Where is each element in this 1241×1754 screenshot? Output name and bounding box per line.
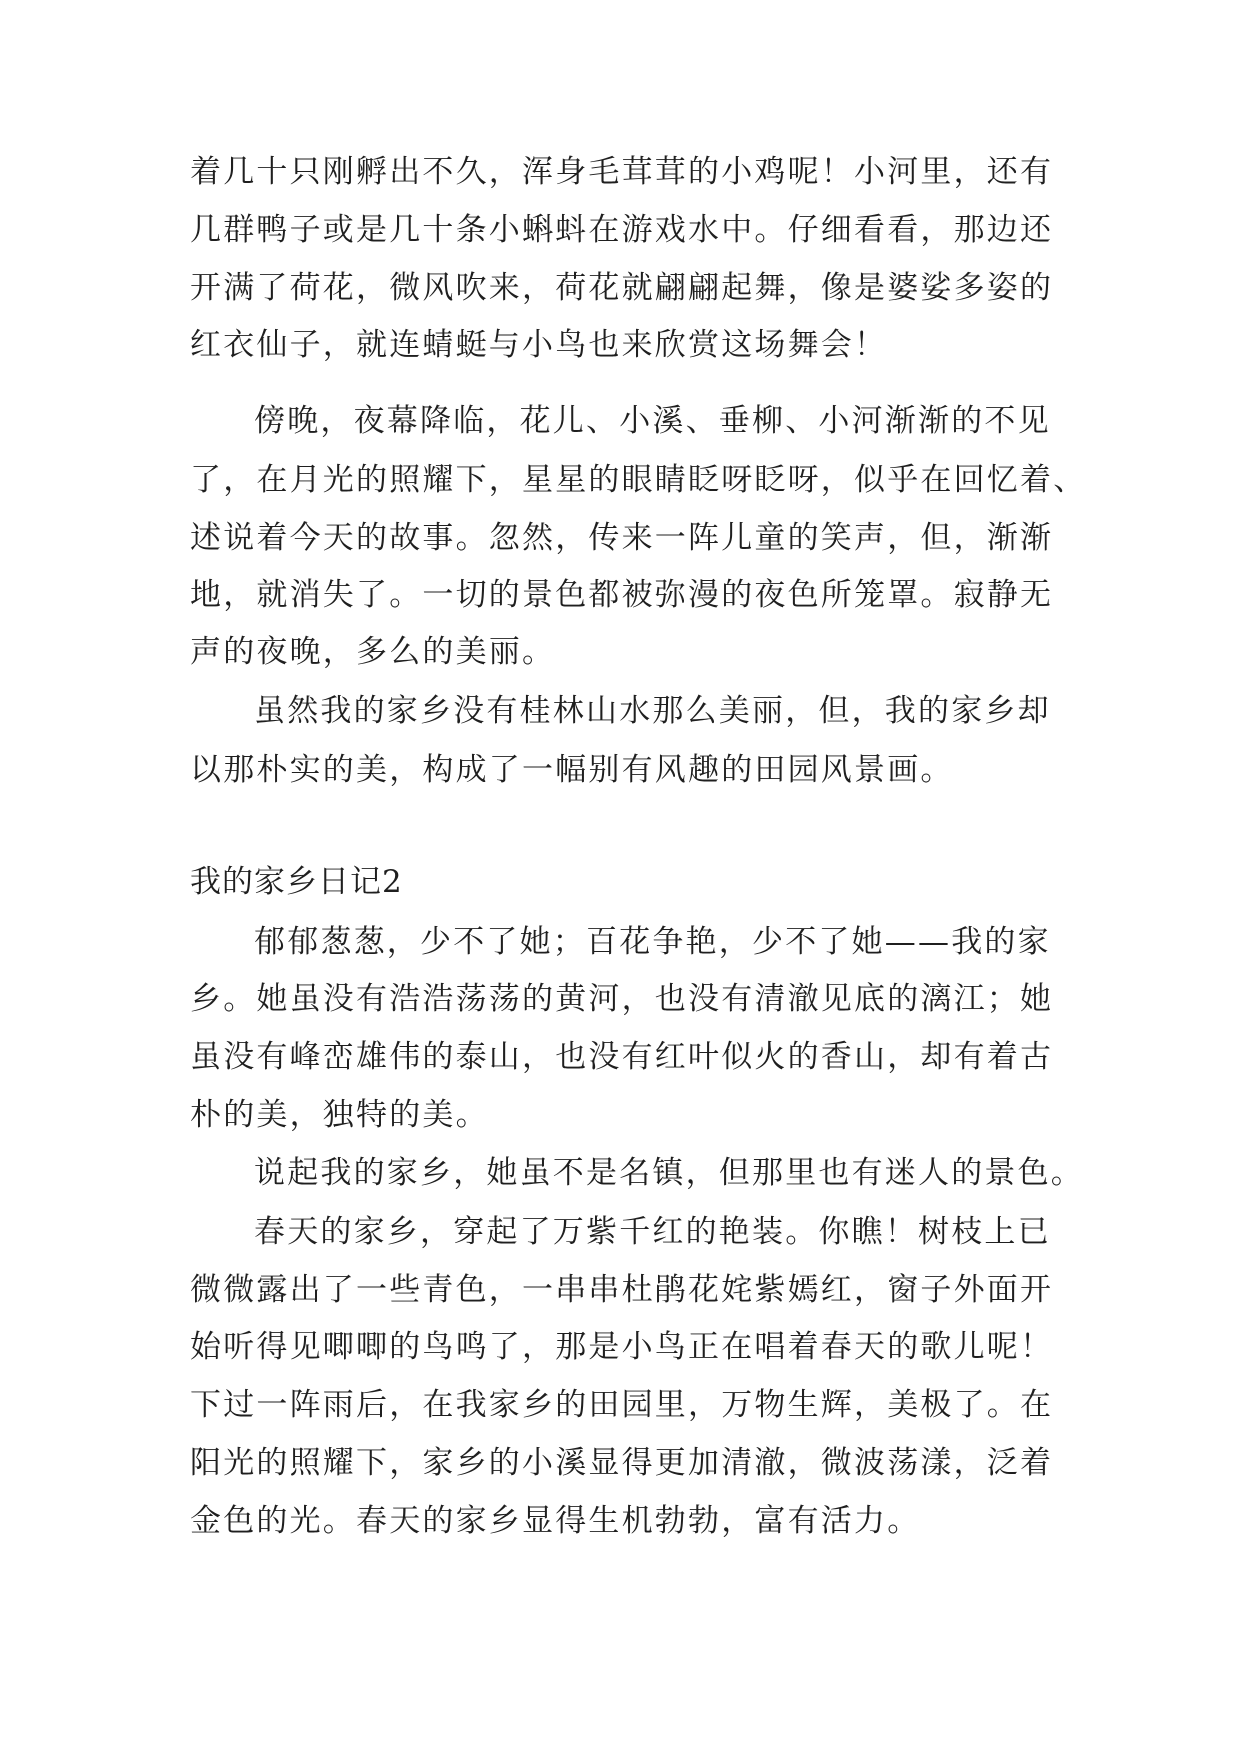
paragraph-line: 微微露出了一些青色，一串串杜鹃花姹紫嫣红，窗子外面开 (190, 1272, 1054, 1308)
paragraph-line: 开满了荷花，微风吹来，荷花就翩翩起舞，像是婆娑多姿的 (190, 270, 1054, 306)
paragraph-line: 声的夜晚，多么的美丽。 (190, 634, 556, 670)
paragraph-line: 几群鸭子或是几十条小蝌蚪在游戏水中。仔细看看，那边还 (190, 212, 1054, 248)
paragraph-line: 着几十只刚孵出不久，浑身毛茸茸的小鸡呢！小河里，还有 (190, 154, 1054, 190)
paragraph-line: 郁郁葱葱，少不了她；百花争艳，少不了她——我的家 (254, 924, 1051, 960)
paragraph-line: 金色的光。春天的家乡显得生机勃勃，富有活力。 (190, 1503, 921, 1539)
paragraph-line: 了，在月光的照耀下，星星的眼睛眨呀眨呀，似乎在回忆着、 (190, 462, 1087, 498)
paragraph-line: 始听得见唧唧的鸟鸣了，那是小鸟正在唱着春天的歌儿呢！ (190, 1329, 1054, 1365)
paragraph-line: 朴的美，独特的美。 (190, 1097, 489, 1133)
paragraph-line: 下过一阵雨后，在我家乡的田园里，万物生辉，美极了。在 (190, 1387, 1054, 1423)
paragraph-line: 虽然我的家乡没有桂林山水那么美丽，但，我的家乡却 (254, 693, 1051, 729)
paragraph-line: 说起我的家乡，她虽不是名镇，但那里也有迷人的景色。 (254, 1155, 1084, 1191)
paragraph-line: 春天的家乡，穿起了万紫千红的艳装。你瞧！树枝上已 (254, 1214, 1051, 1250)
paragraph-line: 述说着今天的故事。忽然，传来一阵儿童的笑声，但，渐渐 (190, 520, 1054, 556)
section-heading: 我的家乡日记2 (190, 864, 403, 900)
paragraph-line: 乡。她虽没有浩浩荡荡的黄河，也没有清澈见底的漓江；她 (190, 981, 1054, 1017)
paragraph-line: 以那朴实的美，构成了一幅别有风趣的田园风景画。 (190, 752, 954, 788)
paragraph-line: 阳光的照耀下，家乡的小溪显得更加清澈，微波荡漾，泛着 (190, 1445, 1054, 1481)
paragraph-line: 傍晚，夜幕降临，花儿、小溪、垂柳、小河渐渐的不见 (254, 403, 1051, 439)
paragraph-line: 地，就消失了。一切的景色都被弥漫的夜色所笼罩。寂静无 (190, 577, 1054, 613)
paragraph-line: 虽没有峰峦雄伟的泰山，也没有红叶似火的香山，却有着古 (190, 1039, 1054, 1075)
paragraph-line: 红衣仙子，就连蜻蜓与小鸟也来欣赏这场舞会！ (190, 327, 888, 363)
